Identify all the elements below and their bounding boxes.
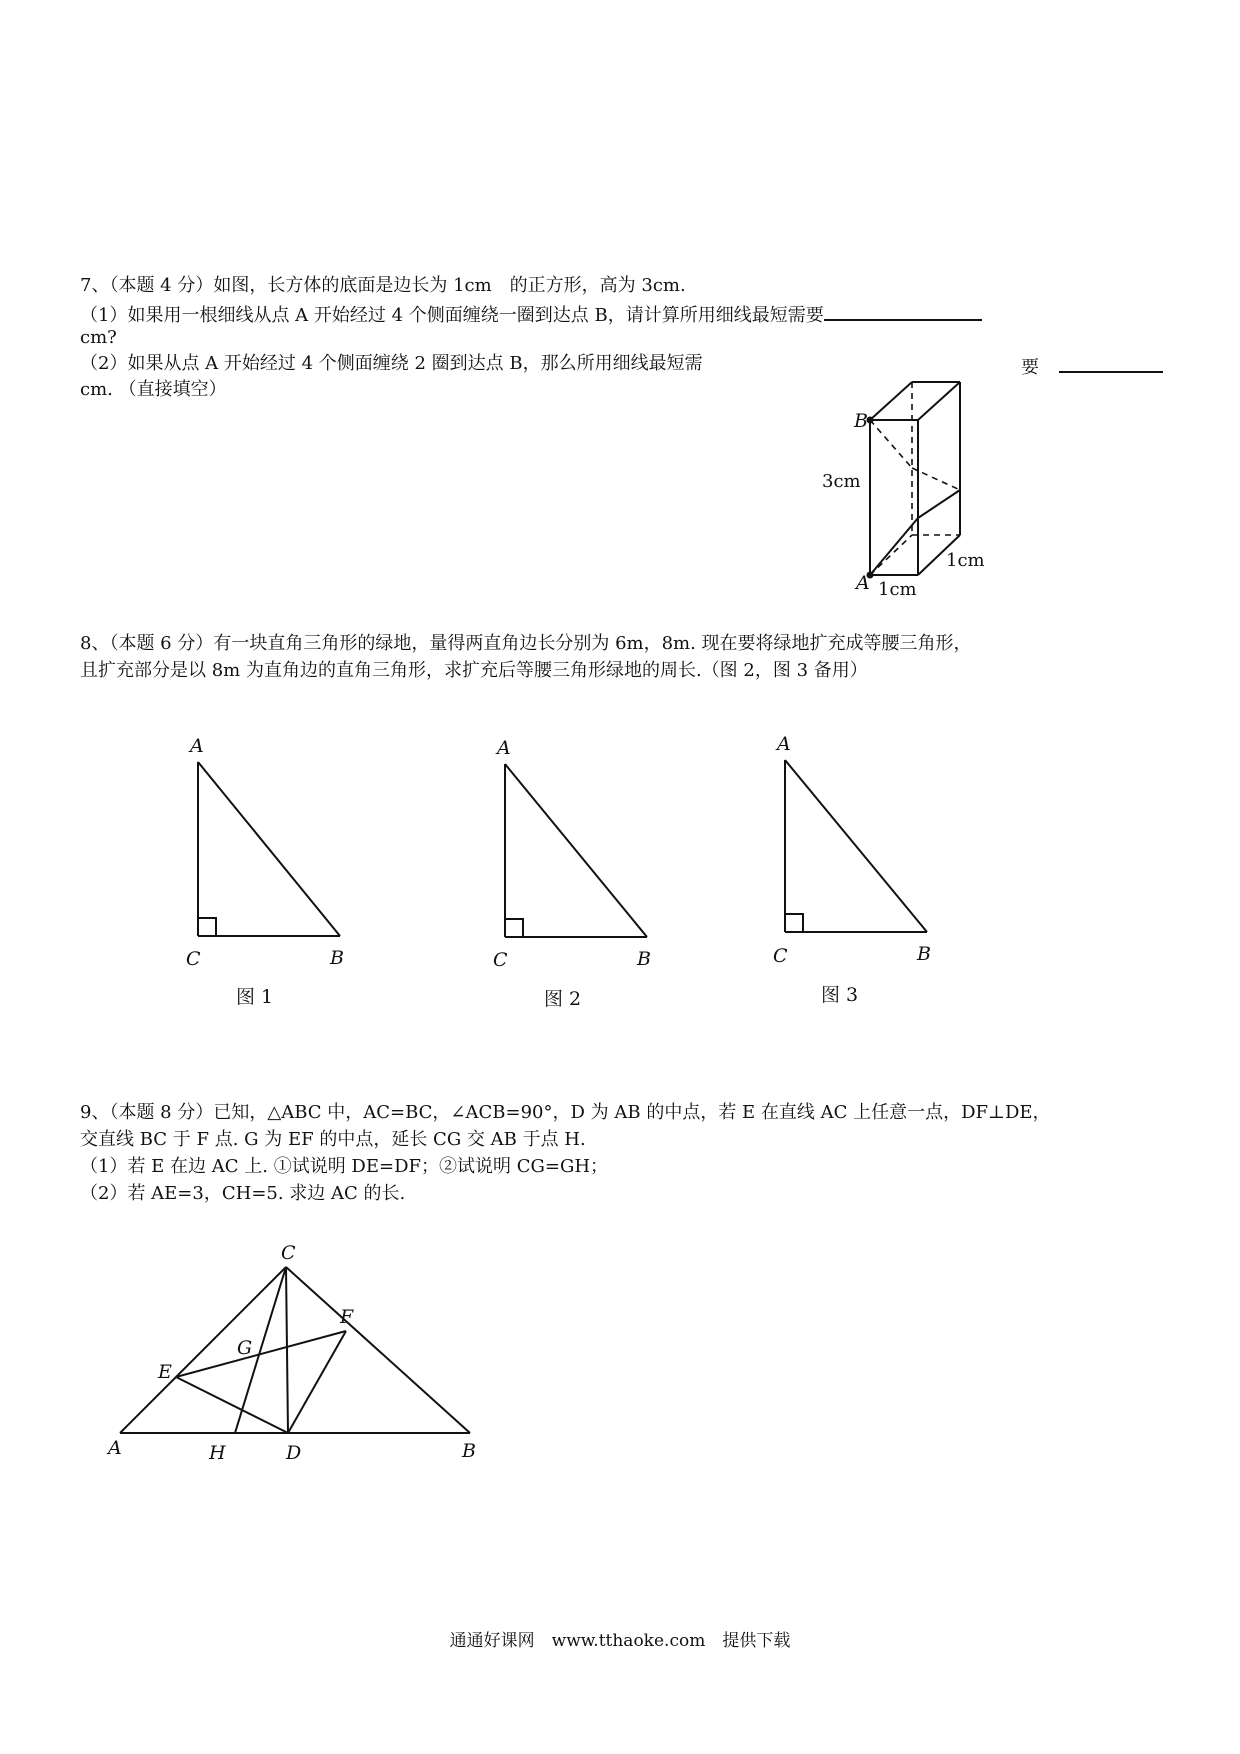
q8-caption-3: 图 3 <box>821 984 859 1006</box>
q7-answer2-blank[interactable] <box>1059 351 1163 373</box>
q8-caption-2: 图 2 <box>544 988 582 1010</box>
page-footer: 通通好课网 www.tthaoke.com 提供下载 <box>449 1631 791 1651</box>
vertex-e: E <box>158 1361 172 1383</box>
vertex-d: D <box>286 1442 302 1464</box>
q8-figure-1 <box>180 730 360 970</box>
edge-top-left <box>870 382 912 420</box>
q8-line1: 8、（本题 6 分）有一块直角三角形的绿地，量得两直角边长分别为 6m，8m. 现在要将绿地扩充成等腰三角形， <box>80 633 972 654</box>
vertex-a: A <box>108 1437 122 1459</box>
q8-figure-3 <box>765 728 945 968</box>
vertex-c: C <box>186 948 201 970</box>
q7-cuboid-figure <box>820 370 1020 600</box>
q7-part1-text: （1）如果用一根细线从点 A 开始经过 4 个侧面缠绕一圈到达点 B，请计算所用细线最短需要 <box>80 305 824 326</box>
vertex-b: B <box>917 943 931 965</box>
label-height: 3cm <box>822 471 861 492</box>
side-cb <box>286 1267 470 1433</box>
q7-answer1-blank[interactable] <box>824 299 982 321</box>
vertex-f: F <box>340 1306 354 1328</box>
segment-df <box>288 1331 346 1433</box>
vertex-c: C <box>493 949 508 970</box>
q7-line5: cm. （直接填空） <box>80 379 227 400</box>
label-depth: 1cm <box>946 550 985 571</box>
segment-cd <box>286 1267 288 1433</box>
q7-line4b <box>1021 351 1163 381</box>
segment-ef <box>176 1331 346 1377</box>
vertex-c: C <box>773 945 788 967</box>
q9-line1: 9、（本题 8 分）已知，△ABC 中，AC=BC，∠ACB=90°，D 为 AB 的中点，若 E 在直线 AC 上任意一点，DF⊥DE， <box>80 1102 1051 1123</box>
q9-triangle-figure <box>100 1235 500 1475</box>
right-angle-mark <box>198 918 216 936</box>
vertex-g: G <box>237 1337 253 1359</box>
vertex-a: A <box>497 737 511 759</box>
right-angle-mark <box>785 914 803 932</box>
q9-line3: （1）若 E 在边 AC 上. ①试说明 DE=DF；②试说明 CG=GH； <box>80 1156 609 1177</box>
q7-line1: 7、（本题 4 分）如图，长方体的底面是边长为 1cm 的正方形，高为 3cm. <box>80 275 686 296</box>
label-width: 1cm <box>878 579 917 600</box>
segment-ed <box>176 1377 288 1433</box>
q7-line4a: （2）如果从点 A 开始经过 4 个侧面缠绕 2 圈到达点 B，那么所用细线最短需 <box>80 353 703 374</box>
string-path-2 <box>912 468 960 490</box>
vertex-h: H <box>209 1442 226 1464</box>
vertex-b: B <box>330 947 344 969</box>
q7-part2-tail: 要 <box>1021 357 1039 378</box>
vertex-a: A <box>190 735 204 757</box>
side-ab <box>505 764 647 937</box>
q8-line2: 且扩充部分是以 8m 为直角边的直角三角形，求扩充后等腰三角形绿地的周长.（图 2，图 3 备用） <box>80 660 868 681</box>
vertex-c: C <box>281 1242 296 1264</box>
vertex-b: B <box>637 948 651 970</box>
q8-caption-1: 图 1 <box>236 986 274 1008</box>
side-ab <box>785 760 927 932</box>
q7-line2 <box>80 299 982 329</box>
string-path-3 <box>918 490 960 518</box>
label-a: A <box>856 572 870 594</box>
edge-top-right <box>918 382 960 420</box>
side-ab <box>198 762 340 936</box>
string-path-4 <box>870 518 918 575</box>
q8-figure-2 <box>485 730 665 970</box>
label-b: B <box>854 410 868 432</box>
vertex-a: A <box>777 733 791 755</box>
q9-line2: 交直线 BC 于 F 点. G 为 EF 的中点，延长 CG 交 AB 于点 H. <box>80 1129 586 1150</box>
string-path-1 <box>870 420 912 468</box>
q7-line3: cm? <box>80 327 117 348</box>
vertex-b: B <box>462 1440 476 1462</box>
q9-line4: （2）若 AE=3，CH=5. 求边 AC 的长. <box>80 1183 406 1204</box>
right-angle-mark <box>505 919 523 937</box>
